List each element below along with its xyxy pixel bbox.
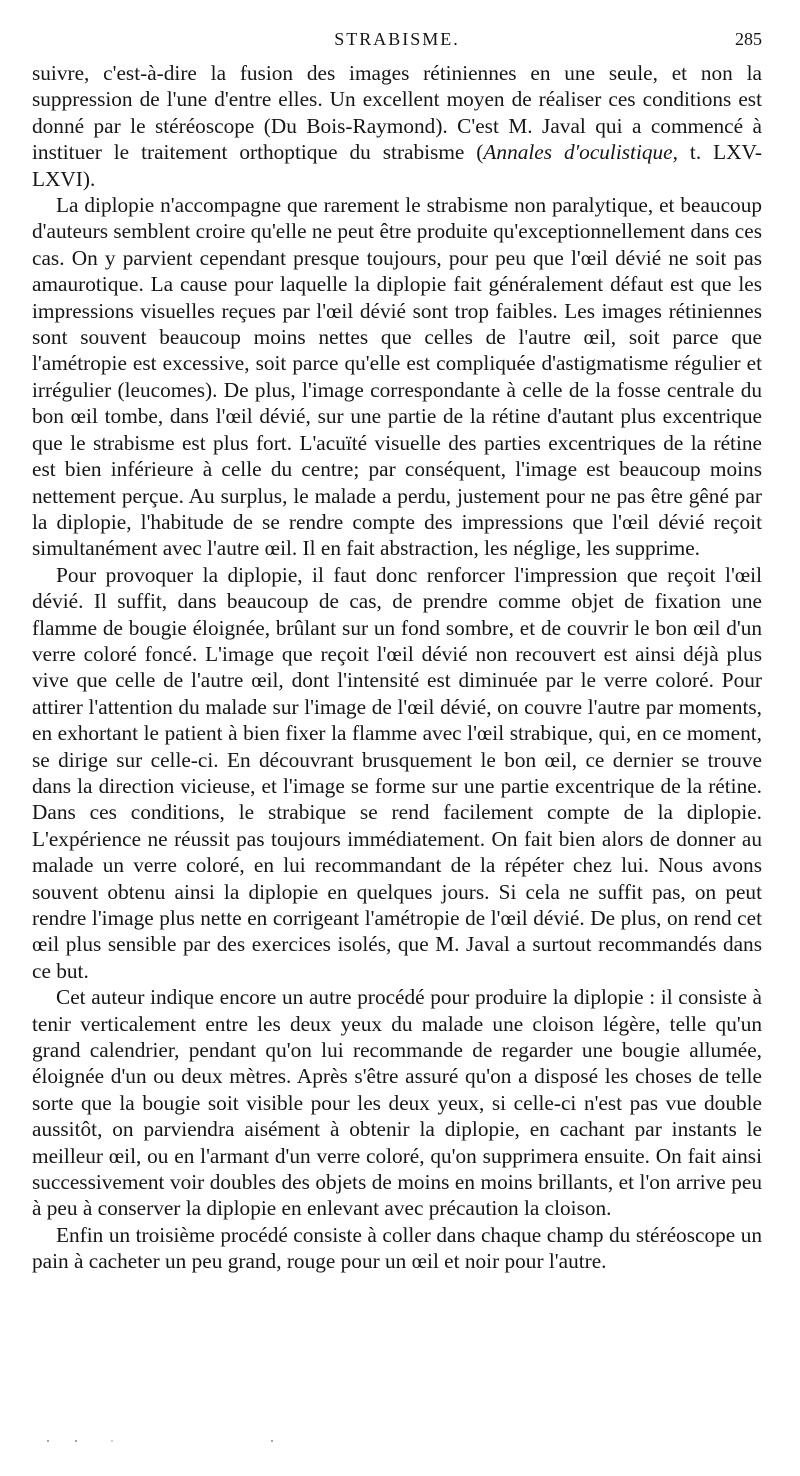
running-title: STRABISME.: [334, 29, 460, 49]
paragraph-1: [32, 60, 762, 192]
body-text: [32, 60, 762, 1275]
scan-specks: [40, 1436, 300, 1446]
paragraph-1-text: suivre, c'est-à-dire la fusion des images rétiniennes en une seule, et non la suppression de l'une d'entre elles. Un excellent moyen de réaliser ces conditions est donné par le stéréoscope (Du Bois-Raymond). C'est M. Javal qui a commencé à instituer le traitement orthoptique du strabisme (: [32, 61, 762, 165]
running-head: [32, 29, 762, 55]
paragraph-4: Cet auteur indique encore un autre procédé pour produire la diplopie : il consiste à tenir verticalement entre les deux yeux du malade une cloison légère, telle qu'un grand calendrier, pendant qu'on lui recommande de regarder une bougie allumée, éloignée d'un ou deux mètres. Après s'être assuré qu'on a disposé les choses de telle sorte que la bougie soit visible pour les deux yeux, si celle-ci n'est pas vue double aussitôt, on parviendra aisément à obtenir la diplopie, en cachant par instants le meilleur œil, ou en l'armant d'un verre coloré, qu'on supprimera ensuite. On fait ainsi successivement voir doubles des objets de moins en moins brillants, et l'on arrive peu à peu à conserver la diplopie en enlevant avec précaution la cloison.: [32, 985, 762, 1221]
paragraph-1-text-end: , t. LXV-LXVI).: [32, 140, 763, 191]
journal-title: Annales d'oculistique: [483, 140, 673, 165]
paragraph-5: Enfin un troisième procédé consiste à coller dans chaque champ du stéréoscope un pain à cacheter un peu grand, rouge pour un œil et noir pour l'autre.: [32, 1222, 762, 1274]
paragraph-3: Pour provoquer la diplopie, il faut donc renforcer l'impression que reçoit l'œil dévié. Il suffit, dans beaucoup de cas, de prendre comme objet de fixation une flamme de bougie éloignée, brûlant sur un fond sombre, et de couvrir le bon œil d'un verre coloré foncé. L'image que reçoit l'œil dévié non recouvert est ainsi déjà plus vive que celle de l'autre œil, dont l'intensité est diminuée par le verre coloré. Pour attirer l'attention du malade sur l'image de l'œil dévié, on couvre l'autre par moments, en exhortant le patient à bien fixer la flamme avec l'œil strabique, qui, en ce moment, se dirige sur celle-ci. En découvrant brusquement le bon œil, ce dernier se trouve dans la direction vicieuse, et l'image se forme sur une partie excentrique de la rétine. Dans ces conditions, le strabique se rend facilement compte de la diplopie. L'expérience ne réussit pas toujours immédiatement. On fait bien alors de donner au malade un verre coloré, en lui recommandant de la répéter chez lui. Nous avons souvent obtenu ainsi la diplopie en quelques jours. Si cela ne suffit pas, on peut rendre l'image plus nette en corrigeant l'amétropie de l'œil dévié. De plus, on rend cet œil plus sensible par des exercices isolés, que M. Javal a surtout recommandés dans ce but.: [32, 562, 762, 983]
page-number: 285: [735, 29, 762, 49]
paragraph-2: La diplopie n'accompagne que rarement le strabisme non paralytique, et beaucoup d'auteurs semblent croire qu'elle ne peut être produite qu'exceptionnellement dans ces cas. On y parvient cependant presque toujours, pour peu que l'œil dévié ne soit pas amaurotique. La cause pour laquelle la diplopie fait généralement défaut est que les impressions visuelles reçues par l'œil dévié sont trop faibles. Les images rétiniennes sont souvent beaucoup moins nettes que celles de l'autre œil, soit parce que l'amétropie est excessive, soit parce qu'elle est compliquée d'astigmatisme régulier et irrégulier (leucomes). De plus, l'image correspondante à celle de la fosse centrale du bon œil tombe, dans l'œil dévié, sur une partie de la rétine d'autant plus excentrique que le strabisme est plus fort. L'acuïté visuelle des parties excentriques de la rétine est bien inférieure à celle du centre; par conséquent, l'image est beaucoup moins nettement perçue. Au surplus, le malade a perdu, justement pour ne pas être gêné par la diplopie, l'habitude de se rendre compte des impressions que l'œil dévié reçoit simultanément avec l'autre œil. Il en fait abstraction, les néglige, les supprime.: [32, 193, 762, 561]
